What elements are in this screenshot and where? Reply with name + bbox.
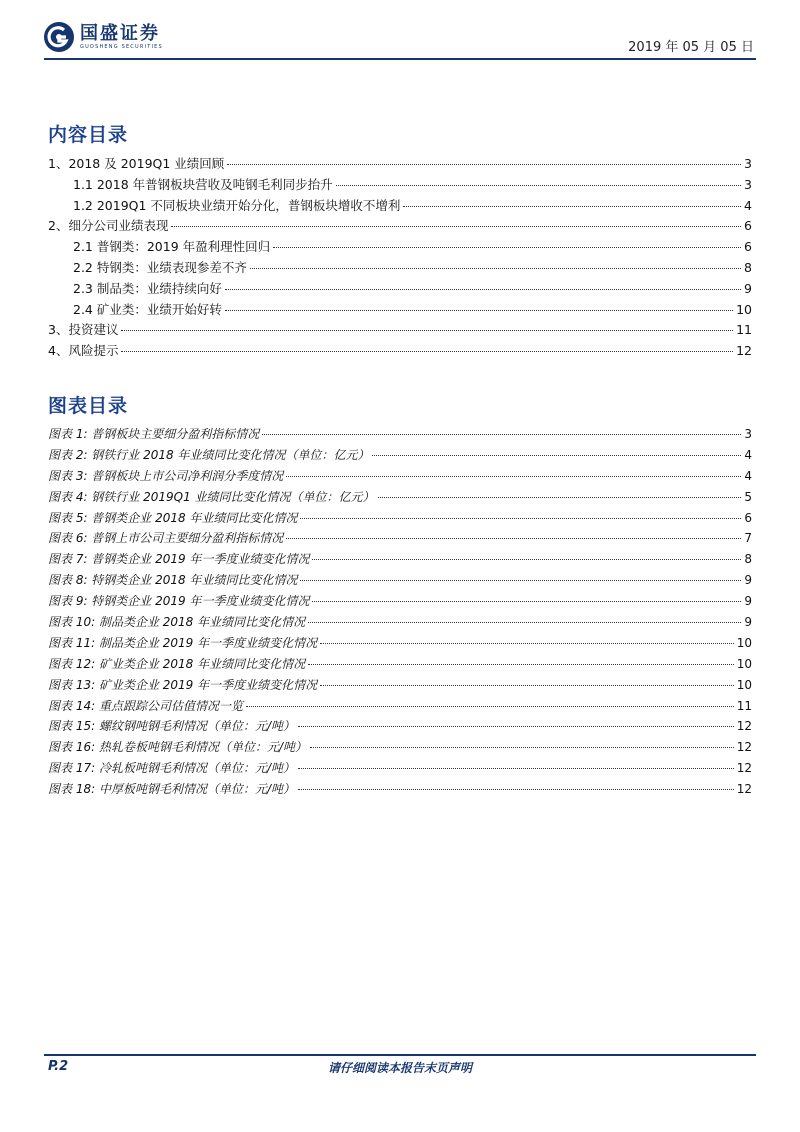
entry-label: 图表 13: 矿业类企业 2019 年一季度业绩变化情况 xyxy=(48,677,318,692)
dot-leader xyxy=(403,206,741,207)
dot-leader xyxy=(227,164,741,165)
entry-page-number: 3 xyxy=(744,427,752,441)
figure-entry[interactable] xyxy=(48,697,752,718)
entry-label: 2.2 特钢类：业绩表现参差不齐 xyxy=(73,259,247,275)
contents-entry[interactable] xyxy=(48,258,752,279)
figure-entry[interactable] xyxy=(48,509,752,530)
entry-label: 2.3 制品类：业绩持续向好 xyxy=(73,280,222,296)
entry-label: 1、2018 及 2019Q1 业绩回顾 xyxy=(48,156,225,171)
entry-page-number: 6 xyxy=(744,510,752,525)
entry-label: 1.1 2018 年普钢板块营收及吨钢毛利同步抬升 xyxy=(73,176,333,192)
dot-leader xyxy=(225,289,741,290)
entry-label: 图表 9: 特钢类企业 2019 年一季度业绩变化情况 xyxy=(48,594,310,609)
contents-title: 内容目录 xyxy=(48,124,129,146)
dot-leader xyxy=(310,747,734,748)
dot-leader xyxy=(286,476,741,477)
dot-leader xyxy=(246,706,734,707)
entry-page-number: 10 xyxy=(736,677,752,692)
entry-label: 图表 14: 重点跟踪公司估值情况一览 xyxy=(48,698,243,713)
figures-title: 图表目录 xyxy=(48,395,129,417)
entry-label: 图表 11: 制品类企业 2019 年一季度业绩变化情况 xyxy=(48,635,318,650)
dot-leader xyxy=(262,434,741,435)
entry-label: 图表 3: 普钢板块上市公司净利润分季度情况 xyxy=(48,468,284,483)
entry-page-number: 12 xyxy=(736,343,752,359)
dot-leader xyxy=(308,664,734,665)
entry-label: 2.1 普钢类：2019 年盈利理性回归 xyxy=(73,239,271,255)
entry-page-number: 6 xyxy=(744,239,752,255)
entry-label: 图表 7: 普钢类企业 2019 年一季度业绩变化情况 xyxy=(48,552,310,567)
footer-disclaimer: 请仔细阅读本报告末页声明 xyxy=(327,1061,472,1075)
entry-label: 图表 12: 矿业类企业 2018 年业绩同比变化情况 xyxy=(48,656,306,671)
contents-entry[interactable] xyxy=(48,279,752,300)
figure-entry[interactable] xyxy=(48,655,752,676)
dot-leader xyxy=(312,601,741,602)
figure-entry[interactable] xyxy=(48,592,752,613)
header-divider xyxy=(44,58,756,60)
figure-entry[interactable] xyxy=(48,467,752,488)
entry-page-number: 9 xyxy=(744,594,752,609)
contents-entry[interactable] xyxy=(48,196,752,217)
entry-label: 图表 18: 中厚板吨钢毛利情况（单位：元/吨） xyxy=(48,782,295,797)
entry-page-number: 12 xyxy=(736,782,752,797)
entry-label: 图表 8: 特钢类企业 2018 年业绩同比变化情况 xyxy=(48,573,298,588)
contents-entry[interactable] xyxy=(48,154,752,175)
page-number: P.2 xyxy=(48,1059,69,1074)
page-header xyxy=(44,18,756,60)
entry-page-number: 3 xyxy=(744,176,752,192)
contents-entry[interactable] xyxy=(48,300,752,321)
dot-leader xyxy=(298,726,734,727)
figure-entry[interactable] xyxy=(48,780,752,801)
entry-label: 3、投资建议 xyxy=(48,322,119,338)
dot-leader xyxy=(298,789,734,790)
entry-page-number: 12 xyxy=(736,740,752,755)
contents-entry[interactable] xyxy=(48,175,752,196)
entry-label: 图表 2: 钢铁行业 2018 年业绩同比变化情况（单位：亿元） xyxy=(48,447,370,462)
contents-entry[interactable] xyxy=(48,341,752,362)
entry-label: 图表 17: 冷轧板吨钢毛利情况（单位：元/吨） xyxy=(48,761,295,776)
entry-page-number: 8 xyxy=(744,552,752,567)
dot-leader xyxy=(121,330,733,331)
entry-page-number: 3 xyxy=(744,156,752,171)
contents-entry[interactable] xyxy=(48,216,752,237)
entry-page-number: 10 xyxy=(736,635,752,650)
dot-leader xyxy=(171,226,741,227)
dot-leader xyxy=(286,538,741,539)
dot-leader xyxy=(273,247,741,248)
entry-page-number: 12 xyxy=(736,719,752,734)
entry-page-number: 4 xyxy=(744,468,752,483)
figure-entry[interactable] xyxy=(48,717,752,738)
figures-list xyxy=(48,425,752,801)
dot-leader xyxy=(300,580,741,581)
logo-mark-icon xyxy=(44,22,74,52)
entry-label: 图表 5: 普钢类企业 2018 年业绩同比变化情况 xyxy=(48,510,298,525)
figure-entry[interactable] xyxy=(48,425,752,446)
entry-page-number: 7 xyxy=(744,531,752,546)
contents-list xyxy=(48,154,752,362)
entry-label: 图表 6: 普钢上市公司主要细分盈利指标情况 xyxy=(48,531,284,546)
contents-entry[interactable] xyxy=(48,237,752,258)
entry-page-number: 4 xyxy=(744,447,752,462)
entry-page-number: 5 xyxy=(744,489,752,504)
report-date: 2019 年 05 月 05 日 xyxy=(628,40,754,55)
figure-entry[interactable] xyxy=(48,676,752,697)
entry-label: 图表 4: 钢铁行业 2019Q1 业绩同比变化情况（单位：亿元） xyxy=(48,489,375,504)
figure-entry[interactable] xyxy=(48,613,752,634)
dot-leader xyxy=(336,185,741,186)
figure-entry[interactable] xyxy=(48,446,752,467)
entry-label: 图表 15: 螺纹钢吨钢毛利情况（单位：元/吨） xyxy=(48,719,295,734)
entry-page-number: 10 xyxy=(736,301,752,317)
footer-divider xyxy=(44,1054,756,1056)
dot-leader xyxy=(298,768,734,769)
entry-page-number: 4 xyxy=(744,197,752,213)
figure-entry[interactable] xyxy=(48,550,752,571)
entry-label: 2.4 矿业类：业绩开始好转 xyxy=(73,301,222,317)
figure-entry[interactable] xyxy=(48,529,752,550)
logo-chinese-name: 国盛证券 xyxy=(80,22,160,44)
entry-page-number: 11 xyxy=(736,698,752,713)
entry-label: 图表 16: 热轧卷板吨钢毛利情况（单位：元/吨） xyxy=(48,740,307,755)
figure-entry[interactable] xyxy=(48,488,752,509)
entry-label: 图表 10: 制品类企业 2018 年业绩同比变化情况 xyxy=(48,615,306,630)
dot-leader xyxy=(121,351,733,352)
dot-leader xyxy=(372,455,741,456)
dot-leader xyxy=(312,559,741,560)
dot-leader xyxy=(250,268,741,269)
figure-entry[interactable] xyxy=(48,759,752,780)
entry-label: 1.2 2019Q1 不同板块业绩开始分化，普钢板块增收不增利 xyxy=(73,197,401,213)
entry-page-number: 11 xyxy=(736,322,752,338)
entry-page-number: 6 xyxy=(744,218,752,234)
entry-label: 4、风险提示 xyxy=(48,343,119,359)
dot-leader xyxy=(300,518,741,519)
entry-page-number: 9 xyxy=(744,573,752,588)
company-logo xyxy=(44,22,163,52)
entry-label: 2、细分公司业绩表现 xyxy=(48,218,169,234)
dot-leader xyxy=(320,685,734,686)
dot-leader xyxy=(225,310,733,311)
logo-english-name: GUOSHENG SECURITIES xyxy=(80,43,163,50)
figure-entry[interactable] xyxy=(48,634,752,655)
figure-entry[interactable] xyxy=(48,571,752,592)
dot-leader xyxy=(378,497,741,498)
dot-leader xyxy=(320,643,734,644)
entry-page-number: 10 xyxy=(736,656,752,671)
figure-entry[interactable] xyxy=(48,738,752,759)
entry-page-number: 8 xyxy=(744,259,752,275)
dot-leader xyxy=(308,622,741,623)
entry-page-number: 9 xyxy=(744,280,752,296)
entry-label: 图表 1: 普钢板块主要细分盈利指标情况 xyxy=(48,427,260,441)
entry-page-number: 9 xyxy=(744,615,752,630)
contents-entry[interactable] xyxy=(48,320,752,341)
entry-page-number: 12 xyxy=(736,761,752,776)
